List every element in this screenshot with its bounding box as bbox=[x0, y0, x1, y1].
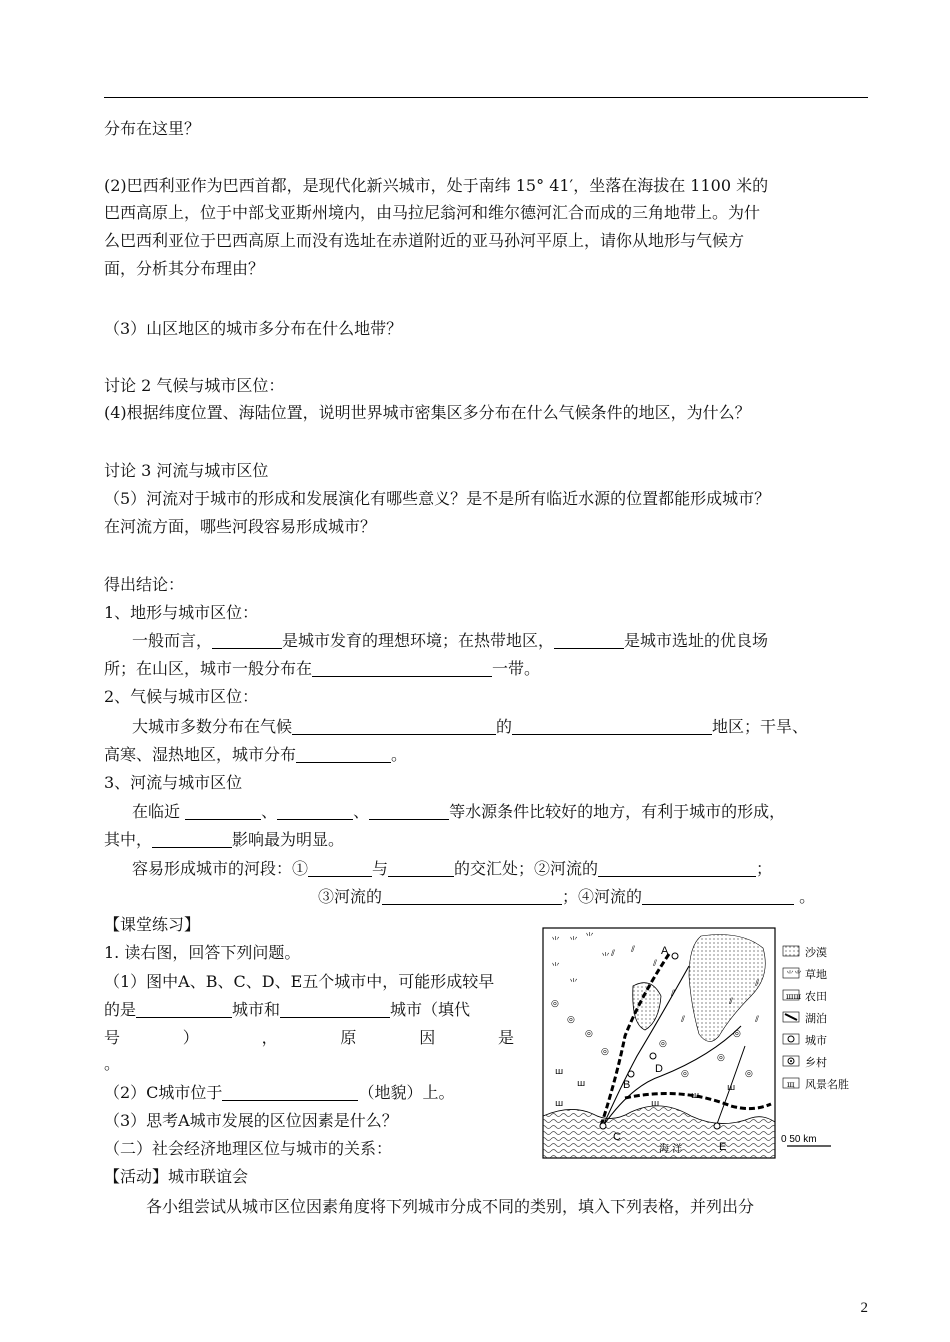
svg-text:ш: ш bbox=[555, 1099, 564, 1109]
text: 容易形成城市的河段：① bbox=[132, 859, 309, 878]
svg-text:◎: ◎ bbox=[551, 999, 559, 1009]
text: 大城市多数分布在气候 bbox=[132, 717, 293, 736]
conclusion-3-line-c bbox=[132, 858, 772, 880]
text: ； bbox=[756, 859, 773, 878]
conclusion-1-line-b bbox=[104, 658, 540, 680]
question-2-line-3: 么巴西利亚位于巴西高原上而没有选址在赤道附近的亚马孙河平原上，请你从地形与气候方 bbox=[104, 231, 745, 250]
city-label-d: D bbox=[655, 1063, 663, 1075]
conclusion-3-line-b bbox=[104, 829, 344, 851]
text: 因 bbox=[419, 1028, 436, 1047]
question-4: (4)根据纬度位置、海陆位置，说明世界城市密集区多分布在什么气候条件的地区，为什么？ bbox=[104, 403, 751, 422]
city-location-map bbox=[541, 926, 867, 1160]
svg-text:шш: шш bbox=[786, 992, 801, 1001]
text: 地区；干旱、 bbox=[712, 717, 809, 736]
legend-scenic-spot: 风景名胜 bbox=[805, 1078, 849, 1091]
svg-text:⫽: ⫽ bbox=[729, 997, 734, 1007]
conclusion-1-heading: 1、地形与城市区位： bbox=[104, 603, 259, 622]
svg-text:◎: ◎ bbox=[745, 1069, 753, 1079]
discussion-2-heading: 讨论 2 气候与城市区位： bbox=[104, 376, 285, 395]
svg-text:⫽: ⫽ bbox=[671, 989, 676, 999]
page-number: 2 bbox=[860, 1300, 868, 1316]
header-rule bbox=[104, 97, 868, 98]
text: 在临近 bbox=[132, 802, 186, 821]
text: ） bbox=[182, 1028, 199, 1047]
practice-q1-1-line-a: （1）图中A、B、C、D、E五个城市中，可能形成较早 bbox=[104, 972, 495, 991]
practice-q1-1-line-d: 。 bbox=[104, 1054, 121, 1073]
svg-text:⫽: ⫽ bbox=[653, 959, 658, 969]
svg-text:⫽: ⫽ bbox=[755, 979, 760, 989]
svg-text:⫽: ⫽ bbox=[755, 1015, 760, 1025]
text: ；④河流的 bbox=[562, 887, 643, 906]
svg-text:⺌: ⺌ bbox=[585, 933, 595, 943]
answer-blank[interactable] bbox=[277, 803, 353, 820]
practice-heading: 【课堂练习】 bbox=[104, 915, 201, 934]
activity-heading: 【活动】城市联谊会 bbox=[104, 1167, 249, 1186]
question-2-line-4: 面，分析其分布理由？ bbox=[104, 259, 265, 278]
practice-q1-3: （3）思考A城市发展的区位因素是什么？ bbox=[104, 1111, 398, 1130]
answer-blank[interactable] bbox=[312, 660, 492, 677]
svg-text:ш: ш bbox=[577, 1079, 586, 1089]
svg-text:⫽: ⫽ bbox=[611, 949, 616, 959]
svg-text:⺌: ⺌ bbox=[551, 937, 561, 947]
text-line: 分布在这里？ bbox=[104, 119, 201, 138]
scale-label: 0 50 km bbox=[781, 1134, 817, 1145]
answer-blank[interactable] bbox=[292, 718, 496, 735]
svg-text:◎: ◎ bbox=[733, 1029, 741, 1039]
text: 的交汇处；②河流的 bbox=[454, 859, 599, 878]
legend-village: 乡村 bbox=[805, 1056, 827, 1069]
legend-lake: 湖泊 bbox=[805, 1012, 827, 1025]
text: 的 bbox=[496, 717, 513, 736]
conclusion-3-line-a bbox=[132, 801, 785, 823]
answer-blank[interactable] bbox=[296, 746, 391, 763]
svg-text:ш: ш bbox=[691, 1091, 700, 1101]
conclusion-3-heading: 3、河流与城市区位 bbox=[104, 773, 243, 792]
text: （地貌）上。 bbox=[358, 1083, 455, 1102]
text: 高寒、湿热地区，城市分布 bbox=[104, 745, 297, 764]
sea-label: 海 洋 bbox=[659, 1144, 683, 1155]
svg-text:◎: ◎ bbox=[681, 1069, 689, 1079]
text: 一般而言， bbox=[132, 631, 213, 650]
svg-text:⺌⺌: ⺌⺌ bbox=[786, 970, 802, 979]
svg-text:⫽: ⫽ bbox=[631, 945, 636, 955]
legend-desert: 沙漠 bbox=[805, 946, 827, 959]
practice-q1-1-line-b bbox=[104, 999, 470, 1021]
text: 影响最为明显。 bbox=[232, 830, 345, 849]
city-label-c: C bbox=[613, 1131, 621, 1143]
conclusion-2-heading: 2、气候与城市区位： bbox=[104, 687, 259, 706]
question-2-line-2: 巴西高原上，位于中部戈亚斯州境内，由马拉尼翁河和维尔德河汇合而成的三角地带上。为什 bbox=[104, 203, 761, 222]
answer-blank[interactable] bbox=[642, 888, 794, 905]
answer-blank[interactable] bbox=[222, 1084, 358, 1101]
answer-blank[interactable] bbox=[369, 803, 449, 820]
answer-blank[interactable] bbox=[554, 632, 624, 649]
answer-blank[interactable] bbox=[185, 803, 261, 820]
question-5-line-1: （5）河流对于城市的形成和发展演化有哪些意义？是不是所有临近水源的位置都能形成城市？ bbox=[104, 489, 771, 508]
svg-text:⺌: ⺌ bbox=[569, 979, 579, 989]
legend-farmland: 农田 bbox=[805, 990, 827, 1003]
text: 其中， bbox=[104, 830, 153, 849]
svg-text:ш: ш bbox=[555, 1067, 564, 1077]
answer-blank[interactable] bbox=[212, 632, 282, 649]
question-2-line-1: (2)巴西利亚作为巴西首都，是现代化新兴城市，处于南纬 15° 41′，坐落在海拔在 1100 米的 bbox=[104, 176, 769, 195]
practice-q1: 1. 读右图，回答下列问题。 bbox=[104, 943, 301, 962]
answer-blank[interactable] bbox=[136, 1001, 232, 1018]
text: 等水源条件比较好的地方，有利于城市的形成， bbox=[449, 802, 786, 821]
svg-text:◎: ◎ bbox=[717, 1053, 725, 1063]
text: 。 bbox=[794, 887, 816, 906]
text: 一带。 bbox=[492, 659, 541, 678]
activity-text: 各小组尝试从城市区位因素角度将下列城市分成不同的类别，填入下列表格，并列出分 bbox=[146, 1197, 755, 1216]
conclusion-3-line-d bbox=[318, 886, 815, 908]
answer-blank[interactable] bbox=[280, 1001, 390, 1018]
svg-text:◎: ◎ bbox=[567, 1015, 575, 1025]
legend-city: 城市 bbox=[805, 1034, 827, 1047]
text: 所；在山区，城市一般分布在 bbox=[104, 659, 313, 678]
section-two-heading: （二）社会经济地理区位与城市的关系： bbox=[104, 1139, 393, 1158]
text: （2）C城市位于 bbox=[104, 1083, 223, 1102]
svg-text:щ: щ bbox=[787, 1080, 795, 1089]
answer-blank[interactable] bbox=[598, 860, 756, 877]
text: 与 bbox=[372, 859, 389, 878]
svg-text:⺌: ⺌ bbox=[551, 963, 561, 973]
svg-text:⺌: ⺌ bbox=[601, 953, 611, 963]
discussion-3-heading: 讨论 3 河流与城市区位 bbox=[104, 461, 269, 480]
conclusion-2-line-b bbox=[104, 744, 407, 766]
text: 是城市选址的优良场 bbox=[624, 631, 769, 650]
answer-blank[interactable] bbox=[512, 718, 712, 735]
text: 原 bbox=[340, 1028, 357, 1047]
text: 。 bbox=[391, 745, 408, 764]
svg-text:⫽: ⫽ bbox=[681, 1015, 686, 1025]
practice-q1-2 bbox=[104, 1082, 454, 1104]
city-label-b: B bbox=[623, 1079, 631, 1091]
svg-text:ш: ш bbox=[651, 1099, 660, 1109]
answer-blank[interactable] bbox=[152, 831, 232, 848]
answer-blank[interactable] bbox=[388, 860, 454, 877]
city-label-e: E bbox=[719, 1141, 727, 1153]
answer-blank[interactable] bbox=[308, 860, 372, 877]
text: 是 bbox=[497, 1028, 514, 1047]
text: 号 bbox=[104, 1028, 121, 1047]
question-3: （3）山区地区的城市多分布在什么地带？ bbox=[104, 319, 403, 338]
text: 城市和 bbox=[232, 1000, 281, 1019]
answer-blank[interactable] bbox=[382, 888, 562, 905]
svg-text:◎: ◎ bbox=[659, 1039, 667, 1049]
text: ③河流的 bbox=[318, 887, 383, 906]
city-label-a: A bbox=[661, 945, 669, 957]
question-5-line-2: 在河流方面，哪些河段容易形成城市？ bbox=[104, 517, 377, 536]
text: 、 bbox=[353, 802, 370, 821]
legend-grassland: 草地 bbox=[805, 968, 827, 981]
conclusion-1-line-a bbox=[132, 630, 768, 652]
svg-text:ш: ш bbox=[727, 1083, 736, 1093]
conclusion-heading: 得出结论： bbox=[104, 575, 185, 594]
svg-text:◎: ◎ bbox=[601, 1047, 609, 1057]
conclusion-2-line-a bbox=[132, 716, 808, 738]
text: ， bbox=[261, 1028, 278, 1047]
text: 、 bbox=[261, 802, 278, 821]
text: 的是 bbox=[104, 1000, 137, 1019]
practice-q1-1-line-c bbox=[104, 1027, 514, 1049]
svg-text:⺌: ⺌ bbox=[569, 937, 579, 947]
svg-text:◎: ◎ bbox=[585, 1029, 593, 1039]
text: 城市（填代 bbox=[390, 1000, 471, 1019]
text: 是城市发育的理想环境；在热带地区， bbox=[282, 631, 555, 650]
